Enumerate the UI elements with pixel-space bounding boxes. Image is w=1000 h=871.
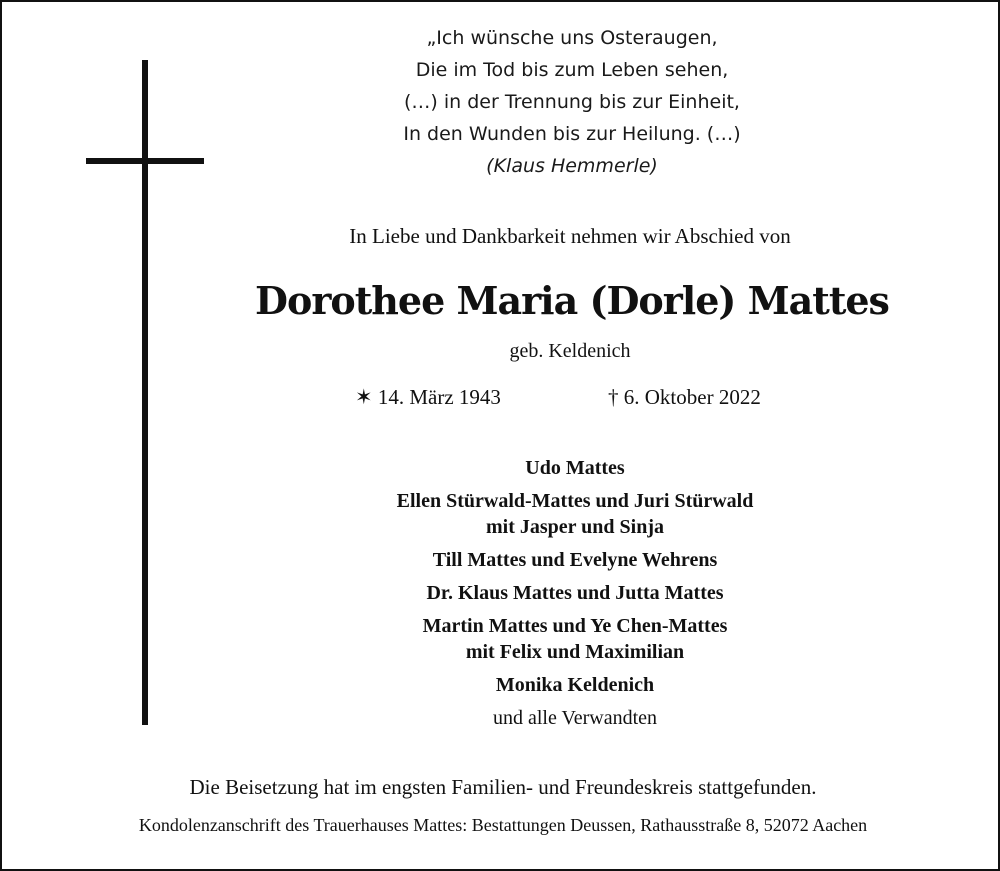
poem-quote [372, 22, 772, 182]
condolence-address: Kondolenzanschrift des Trauerhauses Mattes: Bestattungen Deussen, Rathausstraße 8, 52072 Aachen [138, 815, 868, 835]
mourner-entry [300, 580, 850, 606]
relatives-line: und alle Verwandten [492, 707, 658, 729]
mourner-line: Monika Keldenich [495, 674, 655, 696]
quote-line: (…) in der Trennung bis zur Einheit, [404, 91, 740, 113]
mourners-list [300, 455, 850, 731]
quote-author: (Klaus Hemmerle) [486, 155, 658, 177]
mourner-line: Dr. Klaus Mattes und Jutta Mattes [426, 582, 724, 604]
deceased-name: Dorothee Maria (Dorle) Mattes [255, 278, 889, 323]
mourner-entry [300, 547, 850, 573]
mourner-entry [300, 613, 850, 665]
mourner-line: mit Jasper und Sinja [485, 516, 664, 538]
mourner-line: Ellen Stürwald-Mattes und Juri Stürwald [396, 490, 754, 512]
cross-horizontal-beam [86, 158, 204, 164]
mourner-line: Till Mattes und Evelyne Wehrens [432, 549, 718, 571]
quote-line: Die im Tod bis zum Leben sehen, [415, 59, 729, 81]
death-date: † 6. Oktober 2022 [608, 385, 761, 409]
mourner-line: mit Felix und Maximilian [465, 641, 685, 663]
quote-line: „Ich wünsche uns Osteraugen, [426, 27, 718, 49]
mourner-line: Martin Mattes und Ye Chen-Mattes [422, 615, 728, 637]
intro-text: In Liebe und Dankbarkeit nehmen wir Abschied von [349, 224, 791, 248]
quote-line: In den Wunden bis zur Heilung. (…) [403, 123, 741, 145]
maiden-name: geb. Keldenich [509, 340, 631, 362]
mourner-entry [300, 455, 850, 481]
burial-note: Die Beisetzung hat im engsten Familien- und Freundeskreis stattgefunden. [189, 775, 817, 799]
mourner-line: Udo Mattes [525, 457, 625, 479]
birth-date: ✶ 14. März 1943 [355, 385, 501, 409]
mourner-entry [300, 488, 850, 540]
mourner-entry [300, 672, 850, 698]
